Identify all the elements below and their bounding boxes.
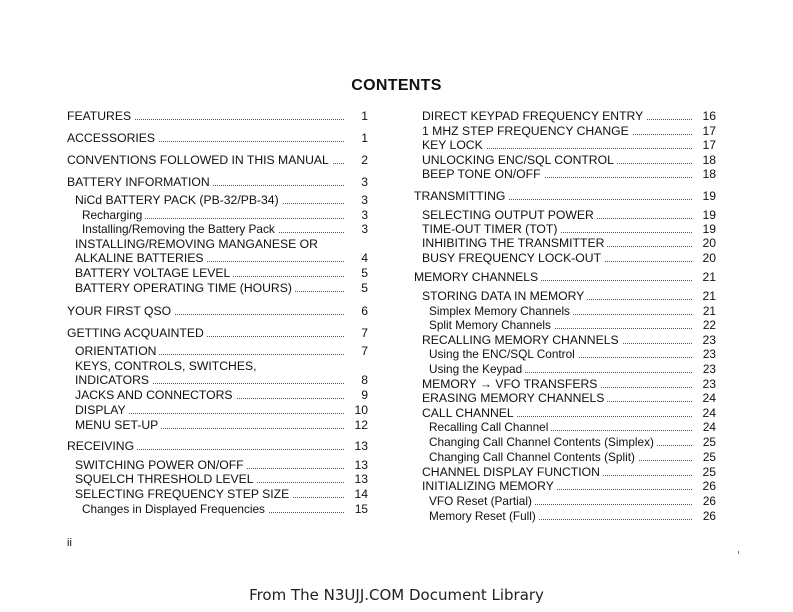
toc-entry bbox=[422, 109, 716, 123]
toc-entry bbox=[422, 138, 716, 152]
toc-entry-title: SELECTING FREQUENCY STEP SIZE bbox=[75, 487, 292, 501]
toc-entry-title: MEMORY → VFO TRANSFERS bbox=[422, 377, 600, 391]
toc-entry-title: INHIBITING THE TRANSMITTER bbox=[422, 236, 607, 250]
toc-entry-title: BEEP TONE ON/OFF bbox=[422, 167, 544, 181]
toc-entry bbox=[67, 326, 368, 340]
toc-entry-page: 23 bbox=[696, 377, 716, 391]
toc-entry bbox=[75, 373, 368, 387]
toc-entry-title: SQUELCH THRESHOLD LEVEL bbox=[75, 472, 257, 486]
toc-entry-page: 19 bbox=[696, 222, 716, 236]
toc-entry-title: 1 MHZ STEP FREQUENCY CHANGE bbox=[422, 124, 632, 138]
toc-entry bbox=[82, 502, 368, 516]
toc-entry bbox=[75, 388, 368, 402]
toc-entry-page: 3 bbox=[348, 222, 368, 236]
toc-entry bbox=[75, 281, 368, 295]
toc-entry-title: Changing Call Channel Contents (Simplex) bbox=[429, 435, 657, 449]
toc-entry-page: 1 bbox=[348, 131, 368, 145]
toc-entry bbox=[422, 167, 716, 181]
toc-entry-page: 25 bbox=[696, 465, 716, 479]
toc-entry-page: 26 bbox=[696, 479, 716, 493]
toc-entry-page: 25 bbox=[696, 435, 716, 449]
toc-entry-title: Recharging bbox=[82, 208, 145, 222]
toc-entry-page: 7 bbox=[348, 326, 368, 340]
toc-entry-title: ORIENTATION bbox=[75, 344, 159, 358]
toc-entry bbox=[429, 450, 716, 464]
toc-entry-title: FEATURES bbox=[67, 109, 134, 123]
toc-entry bbox=[422, 465, 716, 479]
toc-entry-page: 13 bbox=[348, 458, 368, 472]
toc-entry-title: UNLOCKING ENC/SQL CONTROL bbox=[422, 153, 617, 167]
toc-entry-page: 22 bbox=[696, 318, 716, 332]
toc-entry-page: 14 bbox=[348, 487, 368, 501]
page-title: CONTENTS bbox=[351, 77, 442, 94]
toc-entry-title: DIRECT KEYPAD FREQUENCY ENTRY bbox=[422, 109, 646, 123]
toc-entry bbox=[422, 153, 716, 167]
toc-entry bbox=[422, 479, 716, 493]
toc-entry bbox=[67, 175, 368, 189]
toc-entry-title: DISPLAY bbox=[75, 403, 129, 417]
toc-entry-title: ACCESSORIES bbox=[67, 131, 158, 145]
toc-entry-title: CONVENTIONS FOLLOWED IN THIS MANUAL bbox=[67, 153, 332, 167]
toc-entry-title: Simplex Memory Channels bbox=[429, 304, 573, 318]
toc-entry bbox=[429, 304, 716, 318]
toc-entry bbox=[422, 222, 716, 236]
toc-entry-title: RECEIVING bbox=[67, 439, 137, 453]
toc-entry-page: 16 bbox=[696, 109, 716, 123]
toc-entry bbox=[75, 418, 368, 432]
toc-entry-page: 20 bbox=[696, 236, 716, 250]
toc-entry-title: INDICATORS bbox=[75, 373, 152, 387]
toc-entry bbox=[422, 208, 716, 222]
toc-entry-page: 24 bbox=[696, 420, 716, 434]
toc-entry-page: 6 bbox=[348, 304, 368, 318]
toc-entry bbox=[422, 124, 716, 138]
toc-entry-page: 19 bbox=[696, 189, 716, 203]
toc-entry bbox=[429, 494, 716, 508]
toc-entry-title: INITIALIZING MEMORY bbox=[422, 479, 557, 493]
toc-entry-page: 17 bbox=[696, 124, 716, 138]
toc-entry-page: 18 bbox=[696, 167, 716, 181]
page-number: ii bbox=[67, 537, 72, 549]
toc-entry bbox=[82, 222, 368, 236]
toc-entry-title: TIME-OUT TIMER (TOT) bbox=[422, 222, 560, 236]
toc-entry-page: 23 bbox=[696, 333, 716, 347]
toc-entry-page: 8 bbox=[348, 373, 368, 387]
toc-entry bbox=[429, 347, 716, 361]
toc-entry bbox=[75, 472, 368, 486]
toc-entry bbox=[75, 266, 368, 280]
toc-entry-page: 21 bbox=[696, 270, 716, 284]
toc-entry bbox=[75, 359, 368, 373]
toc-entry-page: 2 bbox=[348, 153, 368, 167]
toc-entry-page: 7 bbox=[348, 344, 368, 358]
toc-entry-title: KEY LOCK bbox=[422, 138, 486, 152]
toc-entry-title: CHANNEL DISPLAY FUNCTION bbox=[422, 465, 603, 479]
toc-entry-title: MENU SET-UP bbox=[75, 418, 161, 432]
toc-entry bbox=[82, 208, 368, 222]
toc-entry-title: BUSY FREQUENCY LOCK-OUT bbox=[422, 251, 604, 265]
toc-entry-title: STORING DATA IN MEMORY bbox=[422, 289, 587, 303]
toc-entry bbox=[422, 406, 716, 420]
toc-entry-title: CALL CHANNEL bbox=[422, 406, 517, 420]
toc-entry-title: Split Memory Channels bbox=[429, 318, 554, 332]
toc-entry bbox=[429, 362, 716, 376]
toc-entry-page: 3 bbox=[348, 208, 368, 222]
toc-entry-title: RECALLING MEMORY CHANNELS bbox=[422, 333, 622, 347]
toc-entry bbox=[422, 251, 716, 265]
toc-entry-page: 21 bbox=[696, 289, 716, 303]
toc-entry-page: 13 bbox=[348, 439, 368, 453]
toc-entry-title: BATTERY OPERATING TIME (HOURS) bbox=[75, 281, 295, 295]
toc-entry-title: KEYS, CONTROLS, SWITCHES, bbox=[75, 359, 260, 373]
toc-entry bbox=[75, 193, 368, 207]
toc-entry bbox=[67, 131, 368, 145]
toc-entry-page: 19 bbox=[696, 208, 716, 222]
toc-entry bbox=[422, 391, 716, 405]
toc-entry-title: Changing Call Channel Contents (Split) bbox=[429, 450, 638, 464]
toc-entry-page: 26 bbox=[696, 509, 716, 523]
toc-entry-title: YOUR FIRST QSO bbox=[67, 304, 174, 318]
toc-entry-page: 10 bbox=[348, 403, 368, 417]
toc-entry-title: VFO Reset (Partial) bbox=[429, 494, 535, 508]
toc-entry-page: 25 bbox=[696, 450, 716, 464]
toc-entry-title: Changes in Displayed Frequencies bbox=[82, 502, 268, 516]
toc-entry-page: 9 bbox=[348, 388, 368, 402]
toc-entry bbox=[75, 237, 368, 251]
toc-entry bbox=[414, 189, 716, 203]
toc-entry bbox=[422, 333, 716, 347]
toc-entry-page: 3 bbox=[348, 175, 368, 189]
toc-entry-title: Using the ENC/SQL Control bbox=[429, 347, 578, 361]
toc-entry bbox=[75, 344, 368, 358]
toc-entry-title: SELECTING OUTPUT POWER bbox=[422, 208, 597, 222]
toc-entry-page: 23 bbox=[696, 362, 716, 376]
toc-entry-title: JACKS AND CONNECTORS bbox=[75, 388, 236, 402]
toc-entry-title: GETTING ACQUAINTED bbox=[67, 326, 207, 340]
toc-entry bbox=[75, 403, 368, 417]
toc-entry-title: NiCd BATTERY PACK (PB-32/PB-34) bbox=[75, 193, 282, 207]
toc-entry-page: 26 bbox=[696, 494, 716, 508]
toc-entry bbox=[67, 439, 368, 453]
toc-entry-page: 13 bbox=[348, 472, 368, 486]
toc-entry-page: 3 bbox=[348, 193, 368, 207]
toc-entry bbox=[429, 318, 716, 332]
toc-entry bbox=[429, 420, 716, 434]
toc-entry-page: 4 bbox=[348, 251, 368, 265]
footer-watermark: From The N3UJJ.COM Document Library bbox=[249, 586, 544, 604]
toc-entry-title: TRANSMITTING bbox=[414, 189, 508, 203]
toc-entry-title: ALKALINE BATTERIES bbox=[75, 251, 206, 265]
toc-entry bbox=[429, 509, 716, 523]
toc-entry-page: 15 bbox=[348, 502, 368, 516]
toc-entry-page: 17 bbox=[696, 138, 716, 152]
toc-entry-title: Using the Keypad bbox=[429, 362, 525, 376]
toc-entry-title: Memory Reset (Full) bbox=[429, 509, 539, 523]
scan-speck bbox=[738, 551, 739, 554]
toc-entry-page: 5 bbox=[348, 281, 368, 295]
toc-entry bbox=[75, 487, 368, 501]
toc-entry-page: 21 bbox=[696, 304, 716, 318]
toc-entry-page: 5 bbox=[348, 266, 368, 280]
toc-entry-title: ERASING MEMORY CHANNELS bbox=[422, 391, 607, 405]
toc-entry bbox=[422, 289, 716, 303]
toc-entry-page: 24 bbox=[696, 391, 716, 405]
toc-entry bbox=[75, 458, 368, 472]
toc-entry bbox=[429, 435, 716, 449]
toc-entry-page: 12 bbox=[348, 418, 368, 432]
toc-entry bbox=[422, 377, 716, 391]
toc-entry-title: BATTERY INFORMATION bbox=[67, 175, 213, 189]
toc-entry bbox=[67, 304, 368, 318]
toc-entry bbox=[414, 270, 716, 284]
toc-entry-page: 1 bbox=[348, 109, 368, 123]
toc-entry bbox=[67, 153, 368, 167]
toc-entry bbox=[67, 109, 368, 123]
toc-entry-page: 18 bbox=[696, 153, 716, 167]
toc-entry-title: BATTERY VOLTAGE LEVEL bbox=[75, 266, 233, 280]
toc-entry-title: Installing/Removing the Battery Pack bbox=[82, 222, 278, 236]
toc-entry bbox=[422, 236, 716, 250]
toc-entry-title: Recalling Call Channel bbox=[429, 420, 551, 434]
toc-entry-page: 20 bbox=[696, 251, 716, 265]
toc-entry-title: SWITCHING POWER ON/OFF bbox=[75, 458, 247, 472]
toc-entry-page: 24 bbox=[696, 406, 716, 420]
toc-entry-title: INSTALLING/REMOVING MANGANESE OR bbox=[75, 237, 321, 251]
toc-entry-title: MEMORY CHANNELS bbox=[414, 270, 541, 284]
toc-entry-page: 23 bbox=[696, 347, 716, 361]
toc-entry bbox=[75, 251, 368, 265]
